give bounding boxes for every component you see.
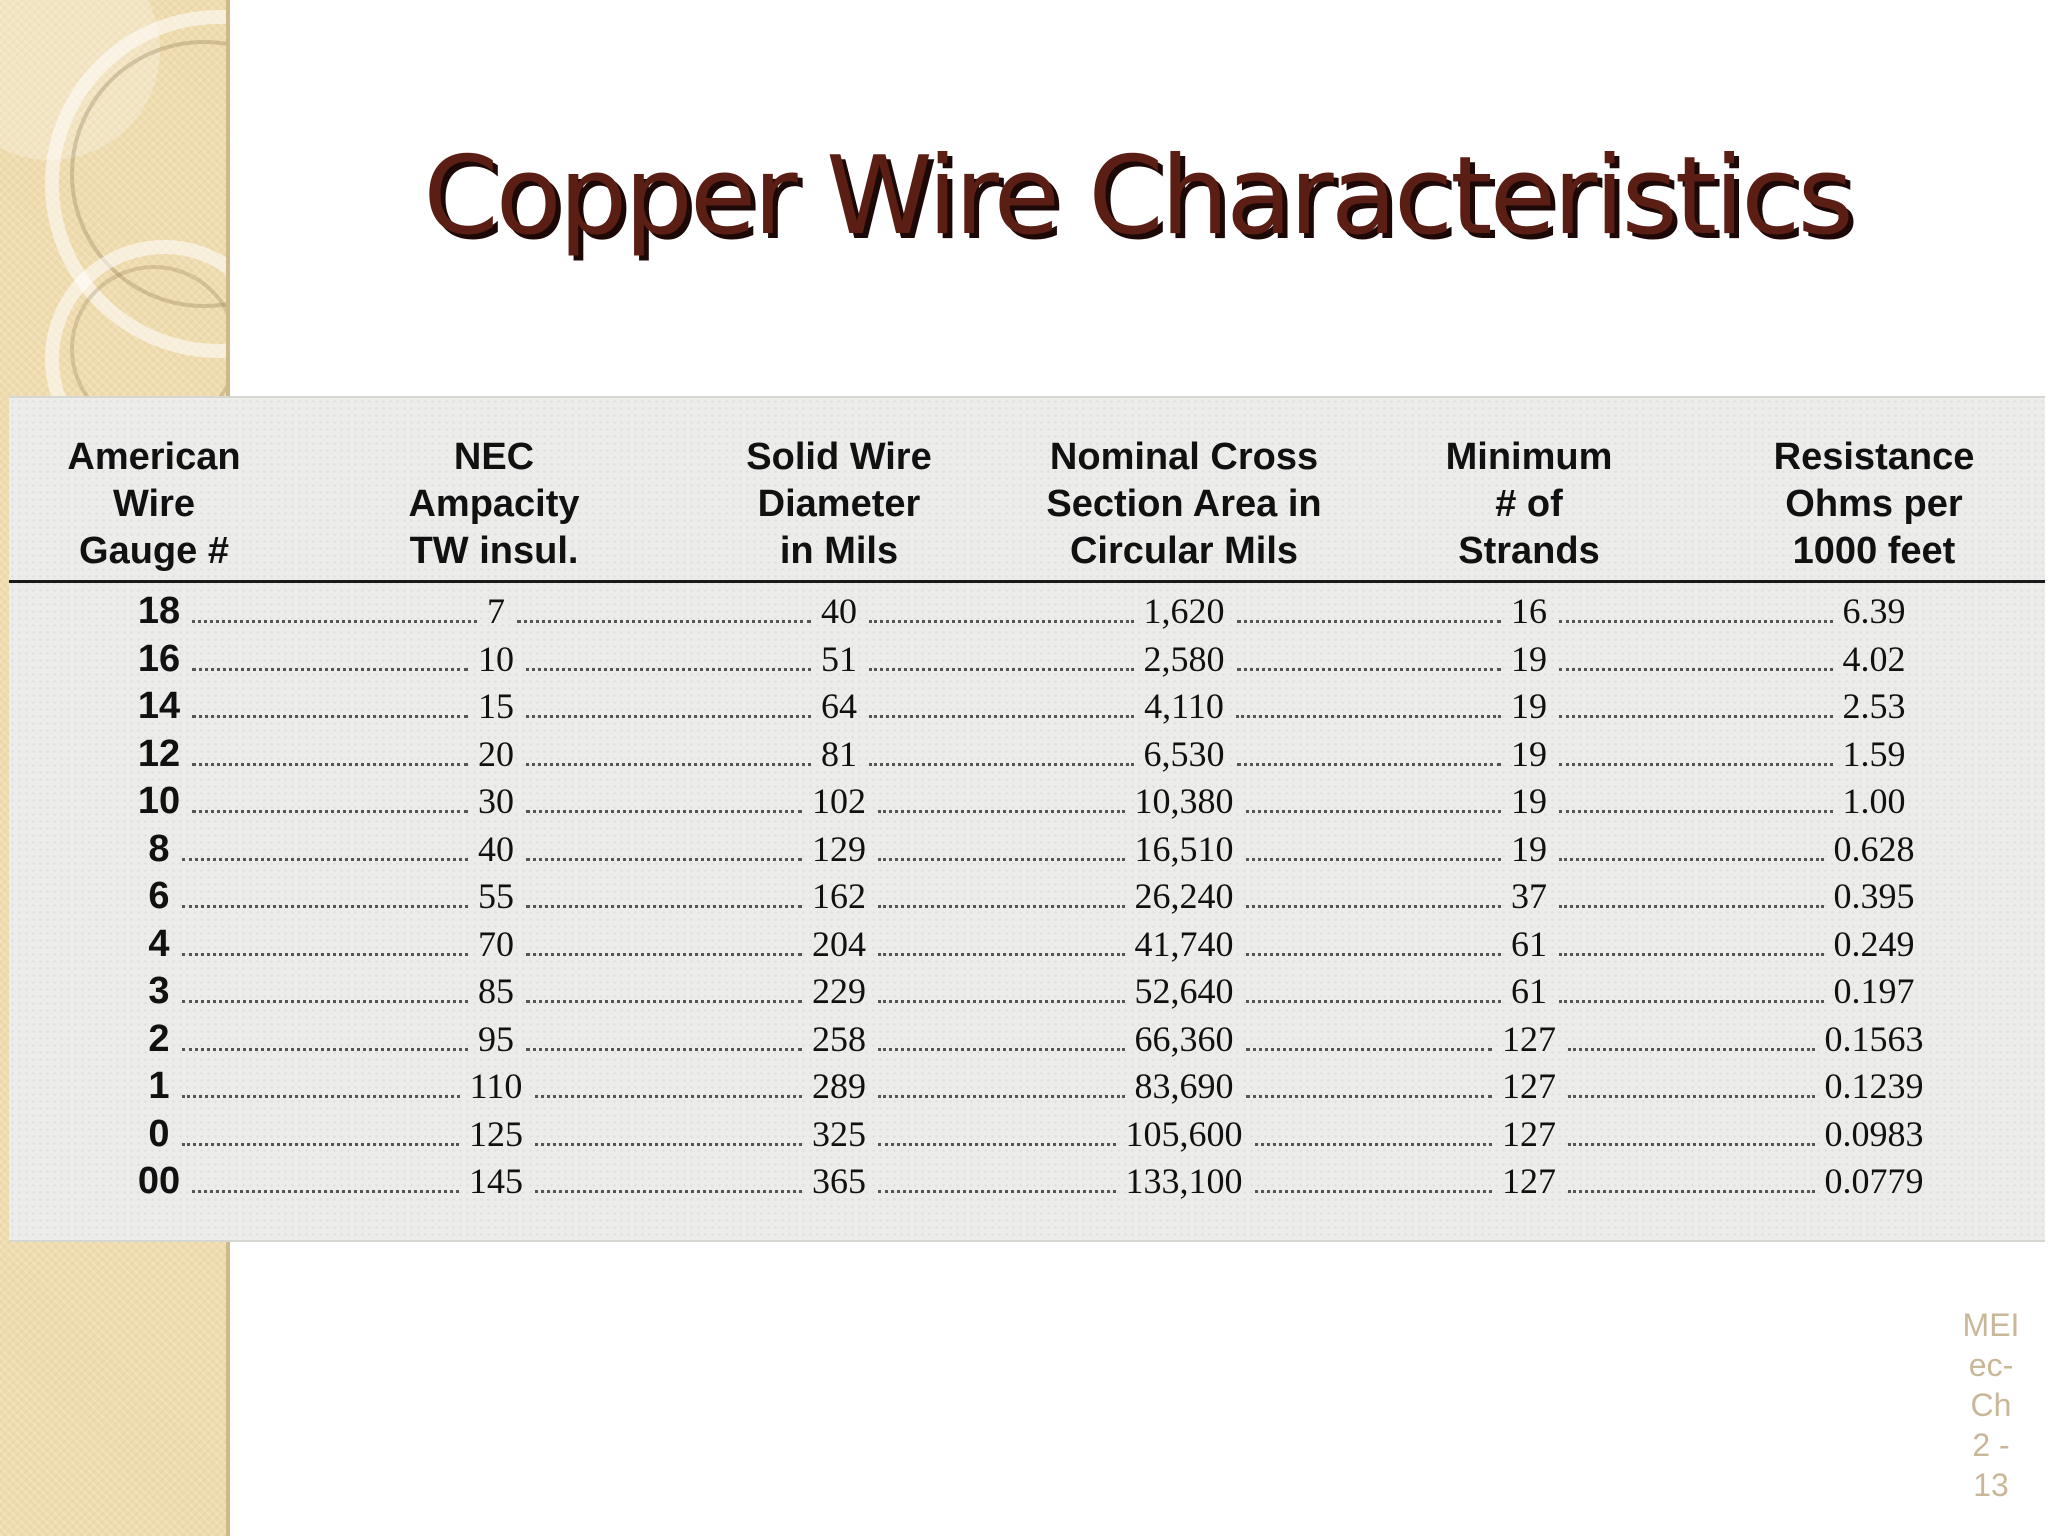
dot-leader — [1246, 1095, 1493, 1098]
ampacity-value: 55 — [478, 876, 514, 916]
gauge-value: 10 — [137, 780, 181, 822]
area-value: 6,530 — [1143, 733, 1225, 774]
header-resistance — [1774, 434, 1975, 575]
dot-leader — [869, 763, 1134, 766]
resistance-value: 2.53 — [1842, 686, 1906, 726]
dot-leader — [526, 715, 811, 718]
dot-leader — [878, 1143, 1116, 1146]
table-row — [9, 588, 2045, 636]
dot-leader — [182, 1143, 460, 1146]
strands-value: 127 — [1502, 1113, 1556, 1154]
dot-leader — [1255, 1143, 1493, 1146]
header-text-line: Minimum — [1445, 436, 1613, 478]
gauge-value: 00 — [137, 1160, 181, 1202]
dot-leader — [182, 1048, 469, 1051]
area-value: 1,620 — [1143, 591, 1225, 631]
dot-leader — [535, 1190, 802, 1193]
dot-leader — [1568, 1095, 1815, 1098]
dot-leader — [878, 1190, 1116, 1193]
dot-leader — [192, 1190, 459, 1193]
header-text-line: Nominal Cross — [1049, 436, 1319, 478]
ampacity-value: 95 — [478, 1018, 514, 1059]
ampacity-value: 7 — [487, 591, 505, 631]
diameter-value: 365 — [812, 1161, 866, 1201]
dot-leader — [535, 1095, 803, 1098]
dot-leader — [1559, 715, 1833, 718]
strands-value: 127 — [1502, 1066, 1556, 1106]
resistance-value: 0.197 — [1833, 971, 1915, 1011]
header-text-line: Wire — [112, 483, 196, 525]
table-row — [9, 873, 2045, 921]
dot-leader — [1236, 715, 1501, 718]
dot-leader — [526, 1048, 802, 1051]
ampacity-value: 15 — [478, 686, 514, 726]
area-value: 41,740 — [1134, 923, 1234, 964]
diameter-value: 102 — [812, 781, 866, 821]
dot-leader — [1559, 858, 1824, 861]
dot-leader — [1568, 1190, 1815, 1193]
diameter-value: 162 — [812, 876, 866, 916]
diameter-value: 64 — [821, 686, 857, 726]
dot-leader — [869, 668, 1134, 671]
dot-leader — [1237, 620, 1502, 623]
area-value: 83,690 — [1134, 1066, 1234, 1106]
dot-leader — [526, 810, 802, 813]
resistance-value: 0.249 — [1833, 923, 1915, 964]
dot-leader — [1255, 1190, 1493, 1193]
header-text-line: American — [67, 436, 241, 478]
dot-leader — [878, 810, 1125, 813]
dot-leader — [1568, 1143, 1815, 1146]
dot-leader — [192, 668, 468, 671]
table-row — [9, 1063, 2045, 1111]
dot-leader — [1246, 858, 1502, 861]
area-value: 105,600 — [1125, 1113, 1243, 1154]
dot-leader — [1246, 810, 1502, 813]
dot-leader — [1559, 953, 1824, 956]
header-strands — [1446, 434, 1613, 575]
header-text-line: 1000 feet — [1792, 530, 1956, 572]
slide-number-label — [1946, 1305, 2036, 1505]
header-text-line: Ohms per — [1785, 483, 1963, 525]
header-text-line: Resistance — [1773, 436, 1975, 478]
resistance-value: 4.02 — [1842, 638, 1906, 679]
diameter-value: 129 — [812, 828, 866, 869]
resistance-value: 0.395 — [1833, 876, 1915, 916]
dot-leader — [526, 668, 811, 671]
header-text-line: Section Area in — [1046, 483, 1322, 525]
ampacity-value: 70 — [478, 923, 514, 964]
dot-leader — [526, 858, 802, 861]
diameter-value: 51 — [821, 638, 857, 679]
strands-value: 19 — [1511, 686, 1547, 726]
header-divider — [9, 580, 2045, 583]
area-value: 16,510 — [1134, 828, 1234, 869]
dot-leader — [1559, 763, 1833, 766]
resistance-value: 0.628 — [1833, 828, 1915, 869]
header-diameter — [746, 434, 931, 575]
dot-leader — [535, 1143, 802, 1146]
diameter-value: 258 — [812, 1018, 866, 1059]
table-row — [9, 826, 2045, 874]
resistance-value: 0.1239 — [1824, 1066, 1924, 1106]
strands-value: 127 — [1502, 1018, 1556, 1059]
dot-leader — [192, 810, 468, 813]
area-value: 2,580 — [1143, 638, 1225, 679]
resistance-value: 0.1563 — [1824, 1018, 1924, 1059]
resistance-value: 1.00 — [1842, 781, 1906, 821]
ampacity-value: 85 — [478, 971, 514, 1011]
table-row — [9, 1158, 2045, 1206]
gauge-value: 6 — [148, 875, 170, 917]
gauge-value: 14 — [137, 685, 181, 727]
gauge-value: 1 — [148, 1065, 170, 1107]
dot-leader — [182, 1000, 469, 1003]
dot-leader — [1246, 1048, 1493, 1051]
dot-leader — [1237, 668, 1502, 671]
dot-leader — [1559, 810, 1833, 813]
footer-label-line: MEI — [1962, 1307, 2020, 1343]
dot-leader — [526, 763, 811, 766]
dot-leader — [878, 858, 1125, 861]
ampacity-value: 30 — [478, 781, 514, 821]
area-value: 26,240 — [1134, 876, 1234, 916]
area-value: 10,380 — [1134, 781, 1234, 821]
dot-leader — [182, 858, 469, 861]
ampacity-value: 110 — [469, 1066, 523, 1106]
area-value: 133,100 — [1125, 1161, 1243, 1201]
strands-value: 19 — [1511, 733, 1547, 774]
header-text-line: Gauge # — [79, 530, 229, 572]
table-row — [9, 921, 2045, 969]
table-row — [9, 968, 2045, 1016]
area-value: 66,360 — [1134, 1018, 1234, 1059]
gauge-value: 4 — [148, 922, 170, 965]
resistance-value: 1.59 — [1842, 733, 1906, 774]
dot-leader — [1237, 763, 1502, 766]
footer-label-line: Ch — [1970, 1387, 2012, 1423]
header-ampacity — [408, 434, 579, 575]
dot-leader — [182, 1095, 460, 1098]
dot-leader — [878, 905, 1125, 908]
ampacity-value: 40 — [478, 828, 514, 869]
dot-leader — [869, 620, 1134, 623]
header-text-line: Ampacity — [408, 483, 580, 525]
area-value: 52,640 — [1134, 971, 1234, 1011]
strands-value: 16 — [1511, 591, 1547, 631]
footer-label-line: 2 - — [1972, 1427, 2010, 1463]
header-text-line: Diameter — [757, 483, 921, 525]
gauge-value: 2 — [148, 1017, 170, 1060]
dot-leader — [878, 1095, 1125, 1098]
ampacity-value: 125 — [469, 1113, 523, 1154]
dot-leader — [1559, 905, 1824, 908]
diameter-value: 325 — [812, 1113, 866, 1154]
diameter-value: 40 — [821, 591, 857, 631]
strands-value: 127 — [1502, 1161, 1556, 1201]
gauge-value: 0 — [148, 1112, 170, 1155]
dot-leader — [526, 1000, 802, 1003]
diameter-value: 204 — [812, 923, 866, 964]
header-text-line: NEC — [453, 436, 535, 478]
ampacity-value: 10 — [478, 638, 514, 679]
gauge-value: 3 — [148, 970, 170, 1012]
ampacity-value: 20 — [478, 733, 514, 774]
strands-value: 61 — [1511, 923, 1547, 964]
strands-value: 61 — [1511, 971, 1547, 1011]
table-row — [9, 1016, 2045, 1064]
gauge-value: 16 — [137, 637, 181, 680]
header-text-line: Circular Mils — [1069, 530, 1299, 572]
diameter-value: 289 — [812, 1066, 866, 1106]
ampacity-value: 145 — [469, 1161, 523, 1201]
dot-leader — [192, 715, 468, 718]
header-text-line: Strands — [1458, 530, 1600, 572]
diameter-value: 81 — [821, 733, 857, 774]
wire-characteristics-table — [9, 396, 2045, 1242]
dot-leader — [517, 620, 811, 623]
table-row — [9, 683, 2045, 731]
table-row — [9, 636, 2045, 684]
resistance-value: 6.39 — [1842, 591, 1906, 631]
dot-leader — [878, 1000, 1125, 1003]
dot-leader — [1568, 1048, 1815, 1051]
strands-value: 19 — [1511, 828, 1547, 869]
dot-leader — [1559, 620, 1833, 623]
resistance-value: 0.0983 — [1824, 1113, 1924, 1154]
slide-title: Copper Wire Characteristics — [423, 134, 1851, 259]
header-gauge — [67, 434, 240, 575]
header-area — [1046, 434, 1321, 575]
dot-leader — [526, 905, 802, 908]
dot-leader — [1559, 668, 1833, 671]
strands-value: 19 — [1511, 638, 1547, 679]
dot-leader — [182, 905, 469, 908]
gauge-value: 18 — [137, 590, 181, 632]
header-text-line: TW insul. — [409, 530, 579, 572]
table-row — [9, 1111, 2045, 1159]
table-row — [9, 731, 2045, 779]
header-text-line: # of — [1495, 483, 1563, 525]
header-text-line: in Mils — [779, 530, 899, 572]
dot-leader — [878, 953, 1125, 956]
footer-label-line: ec- — [1968, 1347, 2014, 1383]
table-row — [9, 778, 2045, 826]
diameter-value: 229 — [812, 971, 866, 1011]
dot-leader — [1246, 905, 1502, 908]
area-value: 4,110 — [1144, 686, 1224, 726]
strands-value: 37 — [1511, 876, 1547, 916]
header-text-line: Solid Wire — [746, 436, 932, 478]
dot-leader — [182, 953, 469, 956]
resistance-value: 0.0779 — [1824, 1161, 1924, 1201]
dot-leader — [869, 715, 1134, 718]
dot-leader — [192, 620, 477, 623]
gauge-value: 8 — [148, 827, 170, 870]
strands-value: 19 — [1511, 781, 1547, 821]
gauge-value: 12 — [137, 732, 181, 775]
dot-leader — [526, 953, 802, 956]
dot-leader — [192, 763, 468, 766]
dot-leader — [1559, 1000, 1824, 1003]
dot-leader — [1246, 953, 1502, 956]
dot-leader — [878, 1048, 1125, 1051]
dot-leader — [1246, 1000, 1502, 1003]
footer-label-line: 13 — [1973, 1467, 2009, 1503]
